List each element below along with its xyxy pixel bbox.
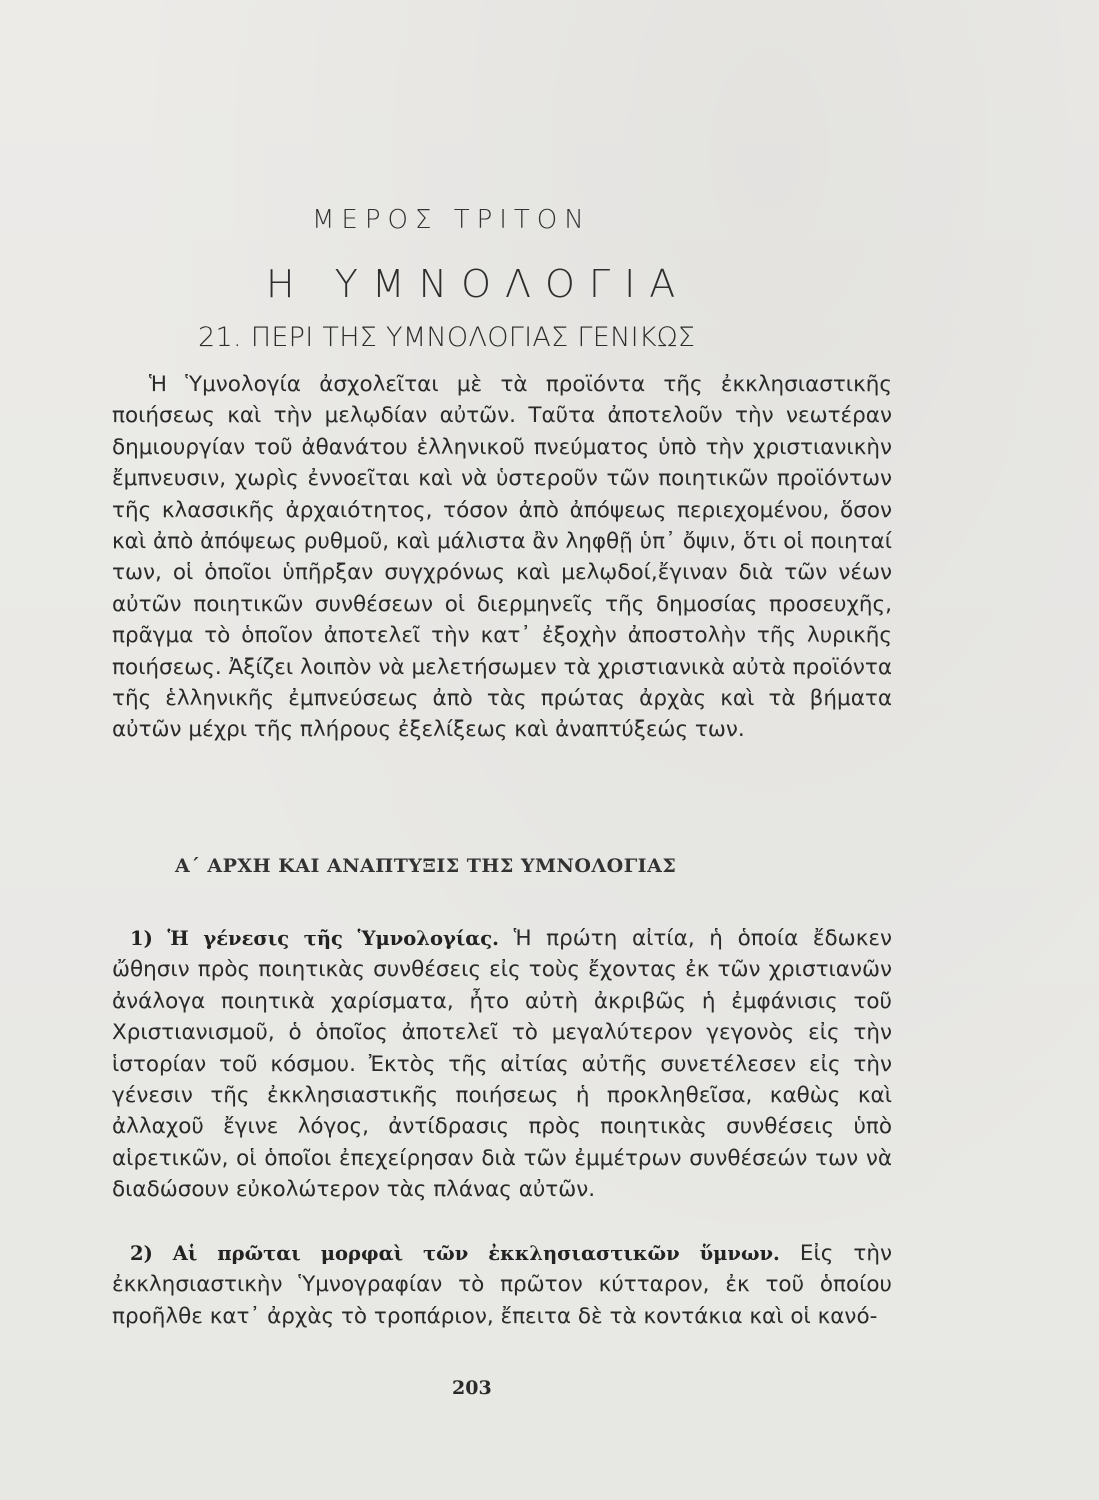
item-1-heading: 1) Ἡ γένεσις τῆς Ὑμνολογίας. [130,927,499,950]
part-title: ΜΕΡΟΣ ΤΡΙΤΟΝ [312,205,591,235]
intro-paragraph: Ἡ Ὑμνολογία ἀσχολεῖται μὲ τὰ προϊόντα τῆς ἐκκλησιαστικῆς ποιήσεως καὶ τὴν μελῳδίαν αὐτῶν. Ταῦτα ἀποτελοῦν τὴν νεωτέραν δημιουργίαν τοῦ ἀθανάτου ἑλληνικοῦ πνεύματος ὑπὸ τὴν χριστιανικὴν ἔμπνευσιν, χωρὶς ἐννοεῖται καὶ νὰ ὑστεροῦν τῶν ποιητικῶν προϊόντων τῆς κλασσικῆς ἀρχαιότητος, τόσον ἀπὸ ἀπόψεως περιεχομένου, ὅσον καὶ ἀπὸ ἀπόψεως ρυθμοῦ, καὶ μάλιστα ἂν ληφθῇ ὑπ᾽ ὄψιν, ὅτι οἱ ποιηταί των, οἱ ὁποῖοι ὑπῆρξαν συγχρόνως καὶ μελῳδοί,ἔγιναν διὰ τῶν νέων αὐτῶν ποιητικῶν συνθέσεων οἱ διερμηνεῖς τῆς δημοσίας προσευχῆς, πρᾶγμα τὸ ὁποῖον ἀποτελεῖ τὴν κατ᾽ ἐξοχὴν ἀποστολὴν τῆς λυρικῆς ποιήσεως. Ἀξίζει λοιπὸν νὰ μελετήσωμεν τὰ χριστιανικὰ αὐτὰ προϊόντα τῆς ἑλληνικῆς ἐμπνεύσεως ἀπὸ τὰς πρώτας ἀρχὰς καὶ τὰ βήματα αὐτῶν μέχρι τῆς πλήρους ἐξελίξεως καὶ ἀναπτύξεώς των. [112,372,892,743]
item-2-paragraph [112,1238,892,1332]
section-title: 21. ΠΕΡΙ ΤΗΣ ΥΜΝΟΛΟΓΙΑΣ ΓΕΝΙΚΩΣ [198,322,696,353]
item-2-heading: 2) Αἱ πρῶται μορφαὶ τῶν ἐκκλησιαστικῶν ὕμνων. [130,1242,780,1265]
subsection-title: Α΄ ΑΡΧΗ ΚΑΙ ΑΝΑΠΤΥΞΙΣ ΤΗΣ ΥΜΝΟΛΟΓΙΑΣ [175,855,677,877]
item-2-text: Εἰς τὴν ἐκκλησιαστικὴν Ὑμνογραφίαν τὸ πρῶτον κύτταρον, ἐκ τοῦ ὁποίου προῆλθε κατ᾽ ἀρχὰς τὸ τροπάριον, ἔπειτα δὲ τὰ κοντάκια καὶ οἱ κανό- [112,1241,892,1329]
page-number: 203 [452,1377,492,1399]
item-1-paragraph [112,923,892,1206]
main-title: Η ΥΜΝΟΛΟΓΙΑ [266,262,690,306]
item-1-text: Ἡ πρώτη αἰτία, ἡ ὁποία ἔδωκεν ὤθησιν πρὸς ποιητικὰς συνθέσεις εἰς τοὺς ἔχοντας ἐκ τῶν χριστιανῶν ἀνάλογα ποιητικὰ χαρίσματα, ἦτο αὐτὴ ἀκριβῶς ἡ ἐμφάνισις τοῦ Χριστιανισμοῦ, ὁ ὁποῖος ἀποτελεῖ τὸ μεγαλύτερον γεγονὸς εἰς τὴν ἱστορίαν τοῦ κόσμου. Ἐκτὸς τῆς αἰτίας αὐτῆς συνετέλεσεν εἰς τὴν γένεσιν τῆς ἐκκλησιαστικῆς ποιήσεως ἡ προκληθεῖσα, καθὼς καὶ ἀλλαχοῦ ἔγινε λόγος, ἀντίδρασις πρὸς ποιητικὰς συνθέσεις ὑπὸ αἱρετικῶν, οἱ ὁποῖοι ἐπεχείρησαν διὰ τῶν ἐμμέτρων συνθέσεών των νὰ διαδώσουν εὐκολώτερον τὰς πλάνας αὐτῶν. [112,926,892,1203]
